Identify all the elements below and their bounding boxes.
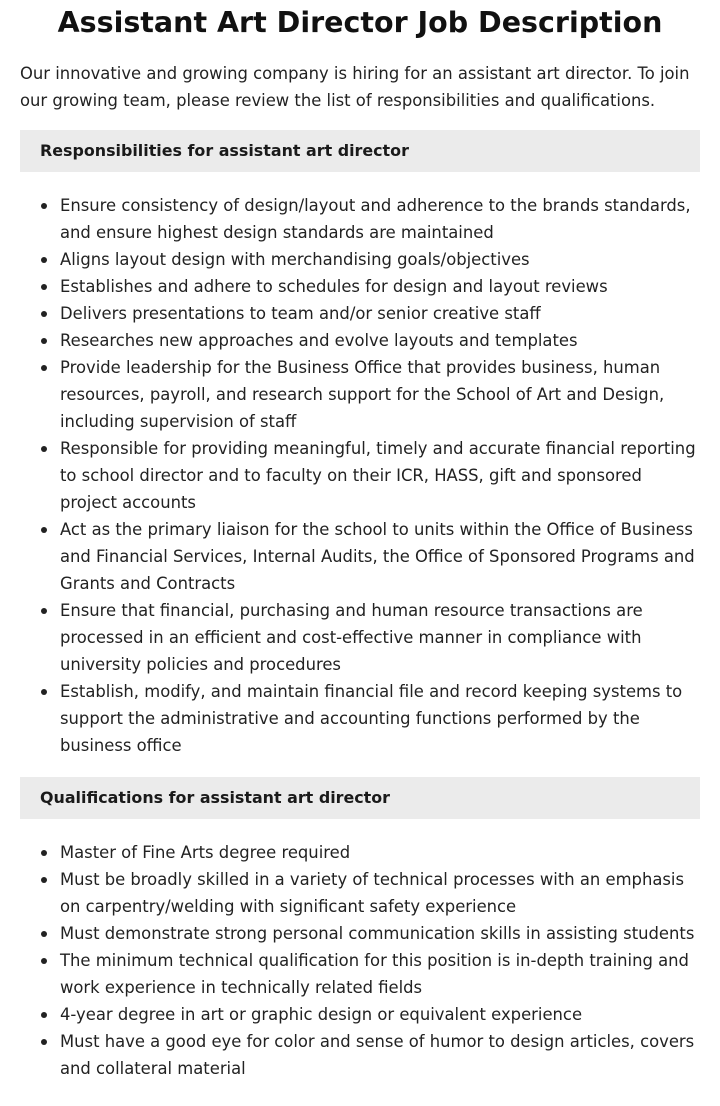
bullet-icon (41, 1012, 47, 1018)
responsibilities-heading: Responsibilities for assistant art director (20, 130, 700, 172)
list-item: The minimum technical qualification for this position is in-depth training and work experience in technically related fields (20, 947, 700, 1001)
qualifications-list (20, 839, 700, 1082)
list-item: Must be broadly skilled in a variety of technical processes with an emphasis on carpentry/welding with significant safety experience (20, 866, 700, 920)
list-item: Responsible for providing meaningful, timely and accurate financial reporting to school director and to faculty on their ICR, HASS, gift and sponsored project accounts (20, 435, 700, 516)
bullet-icon (41, 311, 47, 317)
bullet-icon (41, 284, 47, 290)
bullet-icon (41, 689, 47, 695)
list-item: Establishes and adhere to schedules for design and layout reviews (20, 273, 700, 300)
list-item: Aligns layout design with merchandising goals/objectives (20, 246, 700, 273)
bullet-icon (41, 338, 47, 344)
list-item: Delivers presentations to team and/or senior creative staff (20, 300, 700, 327)
qualifications-heading: Qualifications for assistant art director (20, 777, 700, 819)
list-item: Ensure consistency of design/layout and adherence to the brands standards, and ensure highest design standards are maintained (20, 192, 700, 246)
responsibilities-list (20, 192, 700, 759)
list-item: Must have a good eye for color and sense of humor to design articles, covers and collateral material (20, 1028, 700, 1082)
bullet-icon (41, 203, 47, 209)
list-item: Establish, modify, and maintain financial file and record keeping systems to support the administrative and accounting functions performed by the business office (20, 678, 700, 759)
list-item: Act as the primary liaison for the school to units within the Office of Business and Financial Services, Internal Audits, the Office of Sponsored Programs and Grants and Contracts (20, 516, 700, 597)
bullet-icon (41, 1039, 47, 1045)
bullet-icon (41, 446, 47, 452)
list-item: Ensure that financial, purchasing and human resource transactions are processed in an efficient and cost-effective manner in compliance with university policies and procedures (20, 597, 700, 678)
page-title: Assistant Art Director Job Description (57, 6, 663, 39)
bullet-icon (41, 931, 47, 937)
list-item: Researches new approaches and evolve layouts and templates (20, 327, 700, 354)
bullet-icon (41, 365, 47, 371)
bullet-icon (41, 877, 47, 883)
bullet-icon (41, 958, 47, 964)
list-item: 4-year degree in art or graphic design or equivalent experience (20, 1001, 700, 1028)
bullet-icon (41, 850, 47, 856)
bullet-icon (41, 257, 47, 263)
bullet-icon (41, 527, 47, 533)
list-item: Provide leadership for the Business Office that provides business, human resources, payroll, and research support for the School of Art and Design, including supervision of staff (20, 354, 700, 435)
list-item: Master of Fine Arts degree required (20, 839, 700, 866)
list-item: Must demonstrate strong personal communication skills in assisting students (20, 920, 700, 947)
bullet-icon (41, 608, 47, 614)
intro-paragraph: Our innovative and growing company is hiring for an assistant art director. To join our growing team, please review the list of responsibilities and qualifications. (20, 64, 690, 110)
